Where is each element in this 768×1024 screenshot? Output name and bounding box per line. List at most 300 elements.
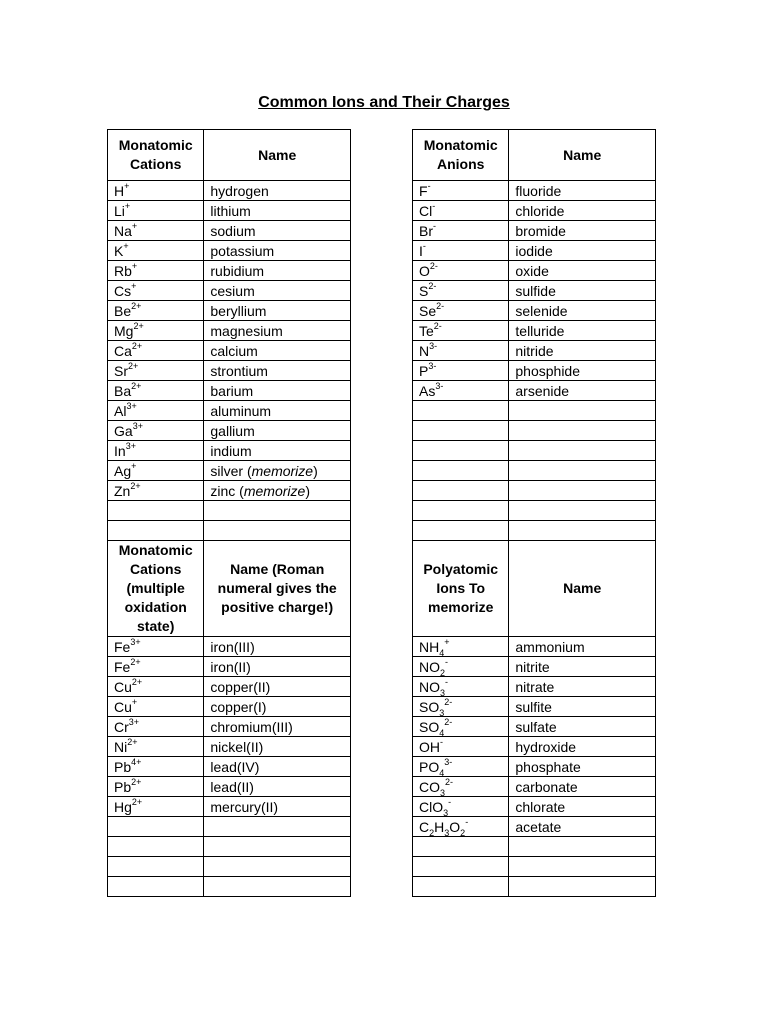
table-row [108, 241, 351, 261]
ion-name-text: potassium [210, 242, 275, 259]
ion-symbol: N [419, 342, 430, 359]
ion-name [509, 857, 656, 877]
ion-name-text: fluoride [515, 182, 562, 199]
ion-formula [413, 777, 509, 797]
ion-charge: 3- [428, 360, 437, 371]
table-row [108, 341, 351, 361]
ion-symbol: Fe [114, 638, 131, 655]
ion-name-text: zinc ( [210, 482, 244, 499]
ion-formula [108, 321, 204, 341]
table-row [108, 697, 351, 717]
ion-charge: - [445, 676, 449, 687]
ion-symbol: SO [419, 718, 440, 735]
ion-subscript: 2 [429, 827, 435, 837]
table-row [413, 857, 656, 877]
table-row [108, 501, 351, 521]
ion-name-text: copper(I) [210, 698, 267, 715]
table-row [108, 201, 351, 221]
ion-name-text: ) [305, 482, 310, 499]
ion-name-text: selenide [515, 302, 568, 319]
ion-name-text: mercury(II) [210, 798, 279, 815]
table-row [413, 521, 656, 541]
ion-symbol: Cs [114, 282, 132, 299]
ion-subscript: 2 [460, 827, 466, 837]
ion-symbol: ClO [419, 798, 444, 815]
ion-charge: 3+ [132, 420, 143, 431]
table-row [413, 837, 656, 857]
ion-symbol: Fe [114, 658, 131, 675]
ion-name [204, 301, 351, 321]
ion-formula [108, 221, 204, 241]
ion-charge: - [432, 200, 436, 211]
table-row [108, 421, 351, 441]
ion-name [204, 817, 351, 837]
ion-name-text: oxide [515, 262, 549, 279]
ion-symbol: Ga [114, 422, 133, 439]
ion-charge: - [427, 180, 431, 191]
ion-name [509, 697, 656, 717]
ion-formula [413, 381, 509, 401]
ion-charge: 4+ [131, 756, 142, 767]
table-row [413, 281, 656, 301]
ion-charge: 2- [445, 776, 454, 787]
ion-charge: 3- [435, 380, 444, 391]
ion-name [204, 221, 351, 241]
ion-symbol: Ca [114, 342, 132, 359]
table-row [413, 677, 656, 697]
table-row [108, 657, 351, 677]
ion-name-text: silver ( [210, 462, 252, 479]
ion-formula [108, 717, 204, 737]
ion-charge: - [422, 240, 426, 251]
ion-symbol: Zn [114, 482, 131, 499]
ion-formula [413, 521, 509, 541]
ion-name [509, 461, 656, 481]
table-row [413, 877, 656, 897]
ion-name-text: iodide [515, 242, 553, 259]
table-row [413, 421, 656, 441]
ion-name [204, 321, 351, 341]
ion-formula [108, 241, 204, 261]
ion-name [509, 637, 656, 657]
ion-name [204, 697, 351, 717]
ion-name [204, 837, 351, 857]
ion-name-text: ammonium [515, 638, 585, 655]
ion-name [204, 877, 351, 897]
ion-name [509, 181, 656, 201]
ion-charge: 2+ [131, 340, 143, 351]
ion-formula [413, 657, 509, 677]
ion-symbol: Pb [114, 758, 132, 775]
ion-formula [413, 301, 509, 321]
ion-name-text: aluminum [210, 402, 272, 419]
ion-name [204, 201, 351, 221]
table-row [108, 301, 351, 321]
ion-symbol: PO [419, 758, 440, 775]
ion-name [509, 301, 656, 321]
table-row [413, 481, 656, 501]
ion-name-text: indium [210, 442, 252, 459]
table-row [413, 717, 656, 737]
ion-formula [413, 461, 509, 481]
ion-charge: + [444, 636, 450, 647]
ion-formula [108, 441, 204, 461]
ion-name-text: sulfide [515, 282, 556, 299]
ion-name-text: sodium [210, 222, 256, 239]
name-header: Name [509, 541, 656, 637]
ion-name-text: iron(III) [210, 638, 255, 655]
ion-subscript: 4 [439, 727, 445, 737]
ion-formula [413, 261, 509, 281]
ion-subscript: 3 [440, 787, 446, 797]
ion-name-text: copper(II) [210, 678, 271, 695]
ion-name [204, 521, 351, 541]
ion-formula [413, 757, 509, 777]
ion-name [509, 677, 656, 697]
ion-formula [413, 281, 509, 301]
ion-symbol: Cu [114, 698, 132, 715]
ion-formula [108, 421, 204, 441]
table-row [108, 361, 351, 381]
ion-charge: 2+ [131, 676, 143, 687]
ion-name-text: barium [210, 382, 254, 399]
ion-charge: 2+ [133, 320, 144, 331]
ion-symbol: In [114, 442, 126, 459]
ion-formula [413, 877, 509, 897]
ion-name [204, 441, 351, 461]
ion-formula [108, 877, 204, 897]
ion-formula [108, 817, 204, 837]
ion-symbol: Ba [114, 382, 132, 399]
ion-charge: 3+ [125, 440, 136, 451]
ion-name [509, 261, 656, 281]
ion-name [204, 181, 351, 201]
ion-symbol: As [419, 382, 436, 399]
ion-charge: 3+ [126, 400, 137, 411]
ion-symbol: P [419, 362, 429, 379]
ion-subscript: 3 [443, 807, 449, 817]
ion-formula [108, 697, 204, 717]
ion-name-text: chloride [515, 202, 565, 219]
ion-name-text: chlorate [515, 798, 566, 815]
ion-name [509, 481, 656, 501]
ion-formula [413, 717, 509, 737]
ion-name-text: lithium [210, 202, 251, 219]
ion-name [204, 481, 351, 501]
table-row [413, 697, 656, 717]
ion-name [509, 797, 656, 817]
ion-charge: 2- [436, 300, 445, 311]
table-row [413, 261, 656, 281]
table-row [108, 261, 351, 281]
ion-name-emphasis: memorize [251, 462, 314, 479]
ion-charge: 2+ [128, 360, 139, 371]
ion-formula [413, 637, 509, 657]
ion-symbol: Cu [114, 678, 132, 695]
ion-formula [108, 837, 204, 857]
ion-name [204, 501, 351, 521]
ion-formula [413, 201, 509, 221]
ion-formula [108, 301, 204, 321]
ion-formula [108, 637, 204, 657]
ion-name [204, 461, 351, 481]
ion-symbol: Cr [114, 718, 129, 735]
ion-symbol: NH [419, 638, 440, 655]
ion-name [204, 737, 351, 757]
ion-name [204, 281, 351, 301]
ion-formula [413, 817, 509, 837]
ion-name [509, 501, 656, 521]
table-row [108, 717, 351, 737]
ion-name [509, 361, 656, 381]
ion-formula [413, 321, 509, 341]
header-row [108, 130, 351, 181]
ion-symbol: Sr [114, 362, 128, 379]
ion-name [204, 717, 351, 737]
ion-charge: 2+ [130, 480, 141, 491]
ion-formula [108, 481, 204, 501]
ion-charge: 3+ [128, 716, 140, 727]
ion-formula [108, 677, 204, 697]
table-row [413, 181, 656, 201]
ion-name [509, 381, 656, 401]
ion-formula [108, 737, 204, 757]
ion-formula [108, 757, 204, 777]
ion-symbol: Mg [114, 322, 134, 339]
ion-charge: 3+ [130, 636, 141, 647]
ion-symbol: Rb [114, 262, 132, 279]
table-row [413, 461, 656, 481]
ion-name [509, 421, 656, 441]
ion-name [204, 421, 351, 441]
formula-header: Monatomic Cations (multiple oxidation state) [108, 541, 204, 637]
ion-symbol: O [419, 262, 430, 279]
ion-formula [108, 797, 204, 817]
ion-name [509, 737, 656, 757]
ion-formula [108, 281, 204, 301]
ion-formula [108, 201, 204, 221]
ion-name [509, 341, 656, 361]
ion-name [509, 321, 656, 341]
ion-name-text: gallium [210, 422, 255, 439]
table-row [108, 777, 351, 797]
ion-subscript: 3 [444, 827, 450, 837]
ion-charge: 3- [444, 756, 453, 767]
table-row [108, 521, 351, 541]
ion-name-text: strontium [210, 362, 268, 379]
table-row [108, 281, 351, 301]
ion-formula [413, 221, 509, 241]
ion-name-emphasis: memorize [243, 482, 306, 499]
table-row [413, 221, 656, 241]
ion-formula [108, 401, 204, 421]
table-row [108, 797, 351, 817]
ion-name [204, 777, 351, 797]
ion-charge: - [445, 656, 449, 667]
table-row [108, 181, 351, 201]
table-row [108, 461, 351, 481]
table-row [413, 361, 656, 381]
ion-symbol: H [434, 818, 445, 835]
ion-charge: 2+ [130, 656, 141, 667]
ion-formula [108, 857, 204, 877]
ion-symbol: Hg [114, 798, 132, 815]
ion-name [204, 637, 351, 657]
ion-name-text: phosphide [515, 362, 581, 379]
ion-charge: + [131, 696, 138, 707]
ion-charge: + [131, 260, 138, 271]
ion-subscript: 4 [439, 767, 445, 777]
table-row [413, 737, 656, 757]
name-header: Name (Roman numeral gives the positive charge!) [204, 541, 351, 637]
ion-name [204, 797, 351, 817]
ion-symbol: CO [419, 778, 440, 795]
ion-formula [108, 181, 204, 201]
ion-formula [413, 481, 509, 501]
table-row [108, 441, 351, 461]
ion-name [509, 757, 656, 777]
ion-name [509, 717, 656, 737]
ion-formula [108, 521, 204, 541]
ion-symbol: O [449, 818, 461, 835]
ion-symbol: C [419, 818, 430, 835]
ion-name [204, 381, 351, 401]
ion-name-text: phosphate [515, 758, 581, 775]
table-row [108, 321, 351, 341]
ion-charge: - [433, 220, 436, 231]
ion-name-text: calcium [210, 342, 258, 359]
page-title: Common Ions and Their Charges [258, 94, 510, 111]
table-row [108, 857, 351, 877]
ion-formula [413, 501, 509, 521]
ion-name-text: nitride [515, 342, 554, 359]
ion-formula [413, 857, 509, 877]
ion-name [509, 401, 656, 421]
ion-name-text: hydroxide [515, 738, 577, 755]
ion-name [509, 837, 656, 857]
ion-charge: + [124, 180, 130, 191]
ion-charge: 2+ [131, 300, 142, 311]
ion-name [509, 441, 656, 461]
ion-name [204, 757, 351, 777]
formula-header: Polyatomic Ions To memorize [413, 541, 509, 637]
table-row [413, 797, 656, 817]
table-row [413, 341, 656, 361]
ion-name-text: acetate [515, 818, 562, 835]
ion-charge: - [465, 816, 469, 827]
table-row [108, 817, 351, 837]
table-row [413, 637, 656, 657]
ion-name-text: iron(II) [210, 658, 251, 675]
ion-formula [413, 697, 509, 717]
ion-formula [413, 737, 509, 757]
table-row [413, 441, 656, 461]
ion-charge: 2+ [131, 380, 142, 391]
ion-formula [413, 421, 509, 441]
ion-name-text: rubidium [210, 262, 265, 279]
ion-formula [413, 837, 509, 857]
ion-formula [108, 381, 204, 401]
ion-charge: 2- [444, 716, 453, 727]
ion-name [509, 241, 656, 261]
ion-charge: + [131, 220, 138, 231]
ion-charge: + [123, 240, 129, 251]
ion-charge: - [440, 736, 443, 747]
ion-name [509, 657, 656, 677]
ion-name [204, 241, 351, 261]
ion-name-text: cesium [210, 282, 255, 299]
ion-formula [413, 677, 509, 697]
table-row [108, 677, 351, 697]
ion-charge: 3- [429, 340, 438, 351]
ion-subscript: 3 [440, 687, 446, 697]
table-row [108, 637, 351, 657]
ion-formula [413, 797, 509, 817]
ion-name [204, 657, 351, 677]
ion-formula [413, 341, 509, 361]
ion-charge: 2- [428, 280, 437, 291]
ion-symbol: F [419, 182, 428, 199]
table-row [108, 381, 351, 401]
ion-symbol: Al [114, 402, 127, 419]
ion-symbol: I [419, 242, 423, 259]
ion-symbol: Ag [114, 462, 132, 479]
ion-formula [108, 657, 204, 677]
table-row [413, 301, 656, 321]
table-row [413, 501, 656, 521]
cations-table [107, 129, 351, 897]
table-row [413, 817, 656, 837]
table-row [108, 757, 351, 777]
ion-name-text: arsenide [515, 382, 570, 399]
ion-symbol: NO [419, 658, 440, 675]
ion-name [204, 361, 351, 381]
ion-subscript: 4 [439, 647, 445, 657]
ion-charge: 2- [433, 320, 442, 331]
ion-formula [108, 461, 204, 481]
ion-formula [108, 501, 204, 521]
ion-symbol: H [114, 182, 125, 199]
ion-name [509, 201, 656, 221]
ion-name [204, 261, 351, 281]
ion-name-text: chromium(III) [210, 718, 293, 735]
ion-subscript: 3 [439, 707, 445, 717]
header-row [413, 130, 656, 181]
table-row [413, 757, 656, 777]
ion-symbol: S [419, 282, 429, 299]
ion-symbol: SO [419, 698, 440, 715]
ion-symbol: Li [114, 202, 125, 219]
ion-name-text: hydrogen [210, 182, 269, 199]
table-row [413, 777, 656, 797]
ion-symbol: Te [419, 322, 434, 339]
ion-formula [413, 361, 509, 381]
table-row [108, 481, 351, 501]
ion-name-text: nickel(II) [210, 738, 264, 755]
table-row [413, 201, 656, 221]
ion-charge: 2+ [131, 776, 142, 787]
ion-name-text: lead(II) [210, 778, 254, 795]
table-row [108, 401, 351, 421]
ion-name-text: carbonate [515, 778, 578, 795]
ion-name [204, 677, 351, 697]
ion-symbol: Se [419, 302, 437, 319]
ion-charge: - [448, 796, 452, 807]
ion-name-text: ) [313, 462, 318, 479]
ion-formula [413, 401, 509, 421]
ion-name-text: lead(IV) [210, 758, 260, 775]
ion-symbol: Pb [114, 778, 132, 795]
